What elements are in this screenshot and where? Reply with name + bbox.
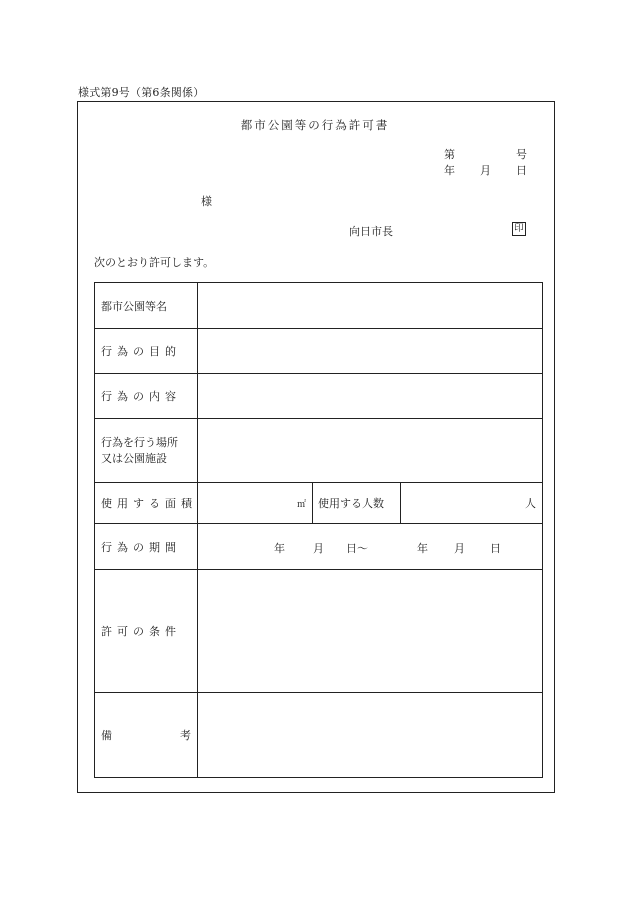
place-label-line1: 行為を行う場所 <box>101 435 178 449</box>
park-name-label <box>95 283 198 329</box>
purpose-label <box>95 329 198 374</box>
document-title: 都市公園等の行為許可書 <box>240 118 390 132</box>
addressee-suffix: 様 <box>201 195 212 208</box>
date-day: 日 <box>516 164 527 177</box>
date-month: 月 <box>480 164 491 177</box>
people-label <box>313 483 401 524</box>
period-from-month: 月 <box>313 541 324 555</box>
remarks-label-char1: 備 <box>101 729 112 742</box>
row-purpose <box>95 329 543 374</box>
form-number: 様式第9号（第6条関係） <box>78 86 205 99</box>
row-park-name <box>95 283 543 329</box>
purpose-value[interactable] <box>198 329 543 374</box>
period-dates <box>198 540 542 554</box>
people-label-text: 使用する人数 <box>318 497 384 510</box>
place-label-line2: 又は公園施設 <box>101 451 167 465</box>
conditions-label <box>95 570 198 693</box>
period-from-year: 年 <box>274 541 285 555</box>
period-from-day: 日～ <box>346 541 368 555</box>
row-place <box>95 419 543 483</box>
issuer-name: 向日市長 <box>349 225 393 238</box>
place-value[interactable] <box>198 419 543 483</box>
people-unit: 人 <box>525 497 537 510</box>
period-to-month: 月 <box>454 541 465 555</box>
park-name-label-text: 都市公園等名 <box>101 299 167 313</box>
period-to-day: 日 <box>490 541 501 555</box>
row-remarks <box>95 693 543 778</box>
area-unit: ㎡ <box>296 499 306 510</box>
intro-text: 次のとおり許可します。 <box>94 256 215 269</box>
park-name-value[interactable] <box>198 283 543 329</box>
remarks-label-char2: 考 <box>180 729 191 742</box>
purpose-label-text: 行為の目的 <box>101 345 181 358</box>
content-value[interactable] <box>198 374 543 419</box>
seal-mark: 印 <box>512 222 526 236</box>
content-label-text: 行為の内容 <box>101 390 181 403</box>
remarks-value[interactable] <box>198 693 543 778</box>
remarks-label <box>95 693 198 778</box>
park-name-text <box>101 298 197 314</box>
date-year: 年 <box>444 164 455 177</box>
area-label-text: 使用する面積 <box>101 497 197 510</box>
row-period <box>95 524 543 570</box>
period-label <box>95 524 198 570</box>
period-value[interactable] <box>198 524 543 570</box>
number-suffix: 号 <box>516 148 527 161</box>
number-prefix: 第 <box>444 148 455 161</box>
row-conditions <box>95 570 543 693</box>
row-content <box>95 374 543 419</box>
people-value[interactable] <box>401 483 543 524</box>
place-label <box>95 419 198 483</box>
area-label <box>95 483 198 524</box>
conditions-label-text: 許可の条件 <box>101 625 181 638</box>
remarks-label-text <box>101 727 197 743</box>
period-label-text: 行為の期間 <box>101 540 181 554</box>
row-area-people <box>95 483 543 524</box>
conditions-value[interactable] <box>198 570 543 693</box>
content-label <box>95 374 198 419</box>
period-to-year: 年 <box>417 541 428 555</box>
area-value[interactable] <box>198 483 313 524</box>
permit-table <box>94 282 543 778</box>
